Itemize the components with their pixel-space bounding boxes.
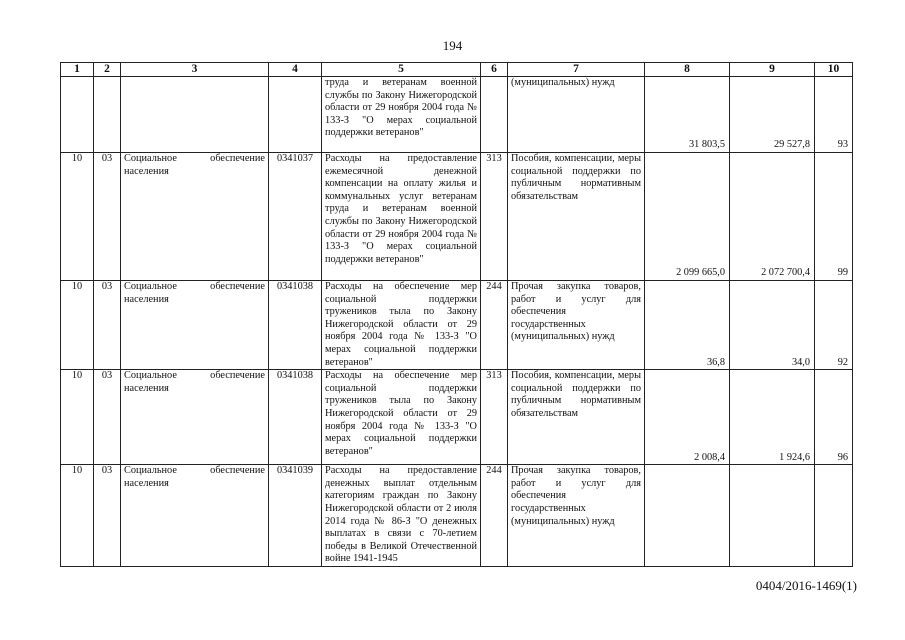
cell-expense-type-name: Прочая закупка товаров, работ и услуг для обеспечения государственных (муниципальных) нужд — [508, 281, 645, 370]
cell-name: Социальное обеспечение населения — [121, 281, 269, 370]
table-row — [61, 77, 853, 153]
budget-table — [60, 62, 853, 567]
cell-subsection: 03 — [94, 153, 121, 281]
table-row — [61, 370, 853, 465]
cell-planned: 2 008,4 — [645, 370, 730, 465]
cell-subsection: 03 — [94, 281, 121, 370]
cell-target-code: 0341038 — [269, 281, 322, 370]
page-number: 194 — [442, 38, 463, 53]
col-header-6: 6 — [481, 63, 508, 77]
col-header-3: 3 — [121, 63, 269, 77]
cell-target-code: 0341038 — [269, 370, 322, 465]
table-row — [61, 153, 853, 281]
cell-planned: 36,8 — [645, 281, 730, 370]
cell-percent: 92 — [815, 281, 853, 370]
cell-percent — [815, 465, 853, 567]
cell-expense-type-name: (муниципальных) нужд — [508, 77, 645, 153]
col-header-2: 2 — [94, 63, 121, 77]
cell-expense-description: труда и ветеранам военной службы по Закону Нижегородской области от 29 ноября 2004 года № 133-З "О мерах социальной поддержки ветеранов" — [322, 77, 481, 153]
cell-section: 10 — [61, 370, 94, 465]
col-header-9: 9 — [730, 63, 815, 77]
header-row — [61, 63, 853, 77]
cell-expense-type-code: 244 — [481, 465, 508, 567]
cell-section — [61, 77, 94, 153]
cell-executed: 29 527,8 — [730, 77, 815, 153]
cell-target-code: 0341037 — [269, 153, 322, 281]
cell-expense-description: Расходы на предоставление денежных выплат отдельным категориям граждан по Закону Нижегородской области от 2 июля 2014 года № 86-З "О денежных выплатах в связи с 70-летием победы в Великой Отечественной войне 1941-1945 — [322, 465, 481, 567]
cell-section: 10 — [61, 153, 94, 281]
col-header-5: 5 — [322, 63, 481, 77]
cell-expense-type-code: 313 — [481, 370, 508, 465]
cell-percent: 99 — [815, 153, 853, 281]
cell-name: Социальное обеспечение населения — [121, 153, 269, 281]
col-header-8: 8 — [645, 63, 730, 77]
cell-subsection: 03 — [94, 370, 121, 465]
cell-subsection — [94, 77, 121, 153]
col-header-1: 1 — [61, 63, 94, 77]
cell-section: 10 — [61, 281, 94, 370]
cell-percent: 93 — [815, 77, 853, 153]
cell-expense-description: Расходы на обеспечение мер социальной поддержки тружеников тыла по Закону Нижегородской области от 29 ноября 2004 года № 133-З "О мерах социальной поддержки ветеранов" — [322, 281, 481, 370]
cell-section: 10 — [61, 465, 94, 567]
cell-executed — [730, 465, 815, 567]
cell-expense-type-name: Пособия, компенсации, меры социальной поддержки по публичным нормативным обязательствам — [508, 370, 645, 465]
cell-subsection: 03 — [94, 465, 121, 567]
cell-name: Социальное обеспечение населения — [121, 370, 269, 465]
cell-executed: 2 072 700,4 — [730, 153, 815, 281]
cell-planned: 31 803,5 — [645, 77, 730, 153]
cell-name: Социальное обеспечение населения — [121, 465, 269, 567]
cell-expense-type-code — [481, 77, 508, 153]
cell-name — [121, 77, 269, 153]
col-header-10: 10 — [815, 63, 853, 77]
cell-executed: 1 924,6 — [730, 370, 815, 465]
document-code: 0404/2016-1469(1) — [755, 578, 857, 593]
cell-expense-description: Расходы на обеспечение мер социальной поддержки тружеников тыла по Закону Нижегородской области от 29 ноября 2004 года № 133-З "О мерах социальной поддержки ветеранов" — [322, 370, 481, 465]
cell-executed: 34,0 — [730, 281, 815, 370]
cell-expense-type-code: 244 — [481, 281, 508, 370]
cell-target-code: 0341039 — [269, 465, 322, 567]
cell-planned: 2 099 665,0 — [645, 153, 730, 281]
col-header-4: 4 — [269, 63, 322, 77]
cell-expense-description: Расходы на предоставление ежемесячной денежной компенсации на оплату жилья и коммунальных услуг ветеранам труда и ветеранам военной службы по Закону Нижегородской области от 29 ноября 2004 года № 133-З "О мерах социальной поддержки ветеранов" — [322, 153, 481, 281]
cell-target-code — [269, 77, 322, 153]
cell-expense-type-name: Пособия, компенсации, меры социальной поддержки по публичным нормативным обязательствам — [508, 153, 645, 281]
cell-planned — [645, 465, 730, 567]
table-row — [61, 465, 853, 567]
table-row — [61, 281, 853, 370]
col-header-7: 7 — [508, 63, 645, 77]
cell-expense-type-name: Прочая закупка товаров, работ и услуг для обеспечения государственных (муниципальных) нужд — [508, 465, 645, 567]
cell-expense-type-code: 313 — [481, 153, 508, 281]
cell-percent: 96 — [815, 370, 853, 465]
